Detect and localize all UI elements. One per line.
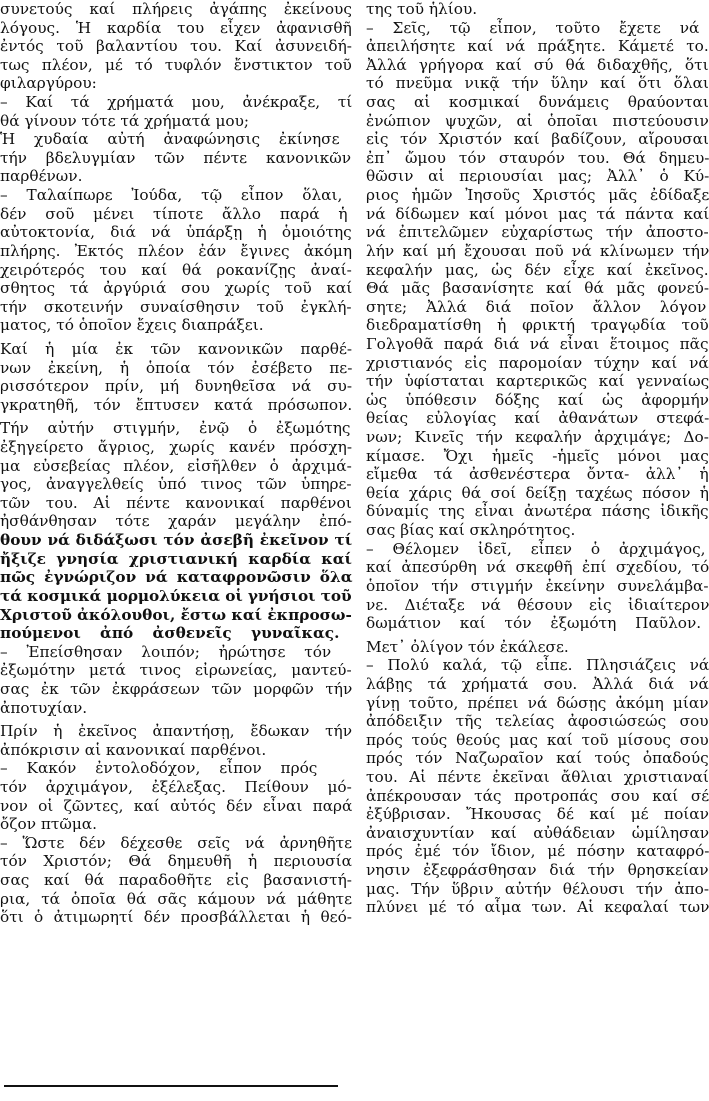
- text-line: τήν βδελυγμίαν τῶν πέντε κανονικῶν: [0, 148, 351, 167]
- text-line: – Ὥστε δέν δέχεσθε σεῖς νά ἀρνηθῆτε: [0, 833, 353, 852]
- text-line: ἐνώπιον ψυχῶν, αἱ ὁποῖαι πιστεύουσιν: [366, 111, 709, 130]
- text-line: Καί ἡ μία ἐκ τῶν κανονικῶν παρθέ-: [0, 339, 353, 358]
- text-line: της τοῦ ἡλίου.: [366, 0, 478, 18]
- text-line: σητε; Ἀλλά διά ποῖον ἄλλον λόγον: [366, 297, 707, 316]
- text-line: ἀποτυχίαν.: [0, 698, 88, 717]
- text-line: πῶς ἐγνώριζον νά καταφρονῶσιν ὅλα: [0, 568, 353, 587]
- text-line: Ἀλλά γρήγορα καί σύ θά διδαχθῆς, ὅτι: [366, 55, 709, 74]
- text-line: ἐξωμότην μετά τινος εἰρωνείας, μαντεύ-: [0, 661, 352, 680]
- text-line: Ἡ χυδαία αὐτή ἀναφώνησις ἐκίνησε: [0, 130, 340, 149]
- text-line: τήν σκοτεινήν συναίσθησιν τοῦ ἐγκλή-: [0, 297, 352, 316]
- text-line: ἐξύβρισαν. Ἤκουσας δέ καί μέ ποίαν: [366, 805, 709, 824]
- text-line: νά δίδωμεν καί μόνοι μας τά πάντα καί: [366, 204, 709, 223]
- text-line: ριος ἡμῶν Ἰησοῦς Χριστός μᾶς ἐδίδαξε: [366, 186, 709, 205]
- text-line: σας ἐκ τῶν ἐκφράσεων τῶν μορφῶν τήν: [0, 679, 353, 698]
- text-line: πρός ἐμέ τόν ἴδιον, μέ πόσην καταφρό-: [366, 842, 709, 861]
- text-line: τόν ἀρχιμάγον, ἐξέλεξας. Πείθουν μό-: [0, 777, 352, 796]
- text-line: πρός τούς θεούς μας καί τοῦ μίσους σου: [366, 730, 709, 749]
- text-line: – Ταλαίπωρε Ἰούδα, τῷ εἶπον ὅλαι,: [0, 186, 343, 205]
- text-line: λόγους. Ἡ καρδία του εἶχεν ἀφανισθῆ: [0, 18, 352, 37]
- text-line: πρός τόν Ναζωραῖον καί τούς ὀπαδούς: [366, 749, 709, 768]
- text-line: – Καί τά χρήματά μου, ἀνέκραξε, τί: [0, 93, 353, 112]
- text-line: σθητος τά ἀργύριά σου χωρίς τοῦ καί: [0, 279, 353, 298]
- text-line: ματος, τό ὁποῖον ἔχεις διαπράξει.: [0, 316, 264, 335]
- right-text-column: [366, 0, 709, 917]
- text-line: Πρίν ἡ ἐκεῖνος ἀπαντήσῃ, ἔδωκαν τήν: [0, 722, 352, 741]
- text-line: εἰς τόν Χριστόν καί βαδίζουν, αἴρουσαι: [366, 130, 709, 149]
- text-line: γίνῃ τοῦτο, πρέπει νά δώσῃς ἀκόμη μίαν: [366, 693, 709, 712]
- text-line: Τήν αὐτήν στιγμήν, ἐνῷ ὁ ἐξωμότης: [0, 419, 351, 438]
- text-line: θά γίνουν τότε τά χρήματά μου;: [0, 111, 250, 130]
- text-line: χριστιανός εἰς παρομοίαν τύχην καί νά: [366, 353, 709, 372]
- text-line: εἴμεθα τά ἀσθενέστερα ὄντα- ἀλλ᾿ ἡ: [366, 465, 709, 484]
- text-line: κίμασε. Ὄχι ἡμεῖς -ἡμεῖς μόνοι μας: [366, 446, 709, 465]
- text-line: νων; Κινεῖς τήν κεφαλήν ἀρχιμάγε; Δο-: [366, 428, 709, 447]
- text-line: συνετούς καί πλήρεις ἀγάπης ἐκείνους: [0, 0, 352, 18]
- left-text-column: [0, 0, 352, 927]
- text-line: ρια, τά ὁποῖα θά σᾶς κάμουν νά μάθητε: [0, 889, 352, 908]
- text-line: γκρατηθῆ, τόν ἔπτυσεν κατά πρόσωπον.: [0, 395, 353, 414]
- text-line: – Ἐπείσθησαν λοιπόν; ἠρώτησε τόν: [0, 642, 332, 661]
- text-line: πλύνει μέ τό αἷμα των. Αἱ κεφαλαί των: [366, 898, 709, 917]
- text-line: ἀπειλήσητε καί νά πράξητε. Κάμετέ το.: [366, 37, 709, 56]
- text-line: ρισσότερον πρίν, μή δυνηθεῖσα νά συ-: [0, 377, 353, 396]
- text-line: νον οἱ ζῶντες, καί αὐτός δέν εἶναι παρά: [0, 796, 353, 815]
- text-line: αὐτοκτονία, διά νά ὑπάρξῃ ἡ ὁμοιότης: [0, 223, 352, 242]
- text-line: – Πολύ καλά, τῷ εἶπε. Πλησιάζεις νά: [366, 656, 709, 675]
- footnote-rule: [4, 1085, 338, 1087]
- text-line: θῶσιν αἱ περιουσίαι μας; Ἀλλ᾿ ὁ Κύ-: [366, 167, 709, 186]
- text-line: – Σεῖς, τῷ εἶπον, τοῦτο ἔχετε νά: [366, 18, 700, 37]
- text-line: σας βίας καί σκληρότητος.: [366, 521, 576, 540]
- text-line: γος, ἀναγγελθείς ὑπό τινος τῶν ὑπηρε-: [0, 475, 352, 494]
- text-line: θεία χάρις θά σοί δείξῃ ταχέως πόσον ἡ: [366, 483, 709, 502]
- text-line: νά ἐπιτελῶμεν εὐχαρίστως τήν ἀποστο-: [366, 223, 709, 242]
- text-line: ἀπόκρισιν αἱ κανονικαί παρθένοι.: [0, 740, 267, 759]
- text-line: τήν ὑφίσταται καρτερικῶς καί γενναίως: [366, 372, 709, 391]
- text-line: καί ἀπεσύρθη νά σκεφθῆ ἐπί σχεδίου, τό: [366, 558, 709, 577]
- text-line: θουν νά διδάξωσι τόν ἀσεβῆ ἐκεῖνον τί: [0, 531, 353, 550]
- text-line: σας καί θά παραδοθῆτε εἰς βασανιστή-: [0, 871, 352, 890]
- text-line: νε. Διέταξε νά θέσουν εἰς ἰδιαίτερον: [366, 595, 709, 614]
- text-line: λήν καί μή ἔχουσαι ποῦ νά κλίνωμεν τήν: [366, 241, 709, 260]
- text-line: χειρότερός του καί θά ροκανίζῃς ἀναί-: [0, 260, 352, 279]
- text-line: ἀπόδειξιν τῆς τελείας ἀφοσιώσεώς σου: [366, 712, 709, 731]
- text-line: Μετ᾿ ὀλίγον τόν ἐκάλεσε.: [366, 637, 569, 656]
- text-line: λάβῃς τά χρήματά σου. Ἀλλά διά νά: [366, 674, 709, 693]
- text-line: νησιν ἐξεφράσθησαν διά τήν θρησκείαν: [366, 861, 709, 880]
- text-line: πούμενοι ἀπό ἀσθενεῖς γυναῖκας.: [0, 624, 340, 643]
- text-line: νων ἐκείνη, ἡ ὁποία τόν ἐσέβετο πε-: [0, 358, 353, 377]
- text-line: μα εὐσεβείας πλέον, εἰσῆλθεν ὁ ἀρχιμά-: [0, 456, 352, 475]
- text-line: τά κοσμικά μορμολύκεια οἱ γνήσιοι τοῦ: [0, 586, 352, 605]
- text-line: ἐξηγείρετο ἄγριος, χωρίς κανέν πρόσχη-: [0, 438, 353, 457]
- text-line: δωμάτιον καί τόν ἐξωμότη Παῦλον.: [366, 614, 702, 633]
- text-line: δέν σοῦ μένει τίποτε ἄλλο παρά ἡ: [0, 204, 348, 223]
- text-line: ὁποῖον τήν στιγμήν ἐκείνην συνελάμβα-: [366, 576, 709, 595]
- text-line: τό πνεῦμα νικᾷ τήν ὕλην καί ὅτι ὅλαι: [366, 74, 709, 93]
- text-line: τως πλέον, μέ τό τυφλόν ἔνστικτον τοῦ: [0, 55, 352, 74]
- text-line: ἀπέκρουσαν τάς προτροπάς σου καί σέ: [366, 786, 709, 805]
- text-line: Γολγοθᾶ παρά διά νά εἶναι ἕτοιμος πᾶς: [366, 334, 709, 353]
- text-line: του. Αἱ πέντε ἐκεῖναι ἄθλιαι χριστιαναί: [366, 767, 709, 786]
- text-line: τόν Χριστόν; Θά δημευθῆ ἡ περιουσία: [0, 852, 352, 871]
- text-line: ἐπ᾿ ὤμου τόν σταυρόν του. Θά δημευ-: [366, 148, 709, 167]
- text-line: τῶν του. Αἱ πέντε κανονικαί παρθένοι: [0, 493, 352, 512]
- text-line: κεφαλήν μας, ὡς δέν εἶχε καί ἐκεῖνος.: [366, 260, 709, 279]
- text-line: ὅτι ὁ ἀτιμωρητί δέν προσβάλλεται ἡ θεό-: [0, 908, 352, 927]
- text-line: θείας εὐλογίας καί ἀθανάτων στεφά-: [366, 409, 709, 428]
- text-line: Θά μᾶς βασανίσητε καί θά μᾶς φονεύ-: [366, 279, 709, 298]
- text-line: ἤξιζε γνησία χριστιανική καρδία καί: [0, 549, 352, 568]
- text-line: δύναμίς της εἶναι ἀνωτέρα πάσης ἰδικῆς: [366, 502, 709, 521]
- text-line: μας. Τήν ὕβριν αὐτήν θέλουσι τήν ἀπο-: [366, 879, 709, 898]
- text-line: ἀναισχυντίαν καί αὐθάδειαν ὡμίλησαν: [366, 823, 709, 842]
- text-line: Χριστοῦ ἀκόλουθοι, ἔστω καί ἐκπροσω-: [0, 605, 352, 624]
- text-line: φιλαργύρου:: [0, 74, 97, 93]
- text-line: ὡς ὑπόθεσιν δόξης καί ὡς ἀφορμήν: [366, 390, 709, 409]
- text-line: ὄζον πτῶμα.: [0, 815, 97, 834]
- text-line: – Θέλομεν ἰδεῖ, εἶπεν ὁ ἀρχιμάγος,: [366, 539, 706, 558]
- text-line: πλήρης. Ἐκτός πλέον ἐάν ἔγινες ἀκόμη: [0, 241, 353, 260]
- text-line: σας αἱ κοσμικαί δυνάμεις θραύονται: [366, 93, 709, 112]
- text-line: ἐντός τοῦ βαλαντίου του. Καί ἀσυνειδή-: [0, 37, 352, 56]
- text-line: – Κακόν ἐντολοδόχον, εἶπον πρός: [0, 759, 318, 778]
- text-line: παρθένων.: [0, 167, 83, 186]
- text-line: ἠσθάνθησαν τότε χαράν μεγάλην ἐπό-: [0, 512, 352, 531]
- text-line: διεδραματίσθη ἡ φρικτή τραγῳδία τοῦ: [366, 316, 709, 335]
